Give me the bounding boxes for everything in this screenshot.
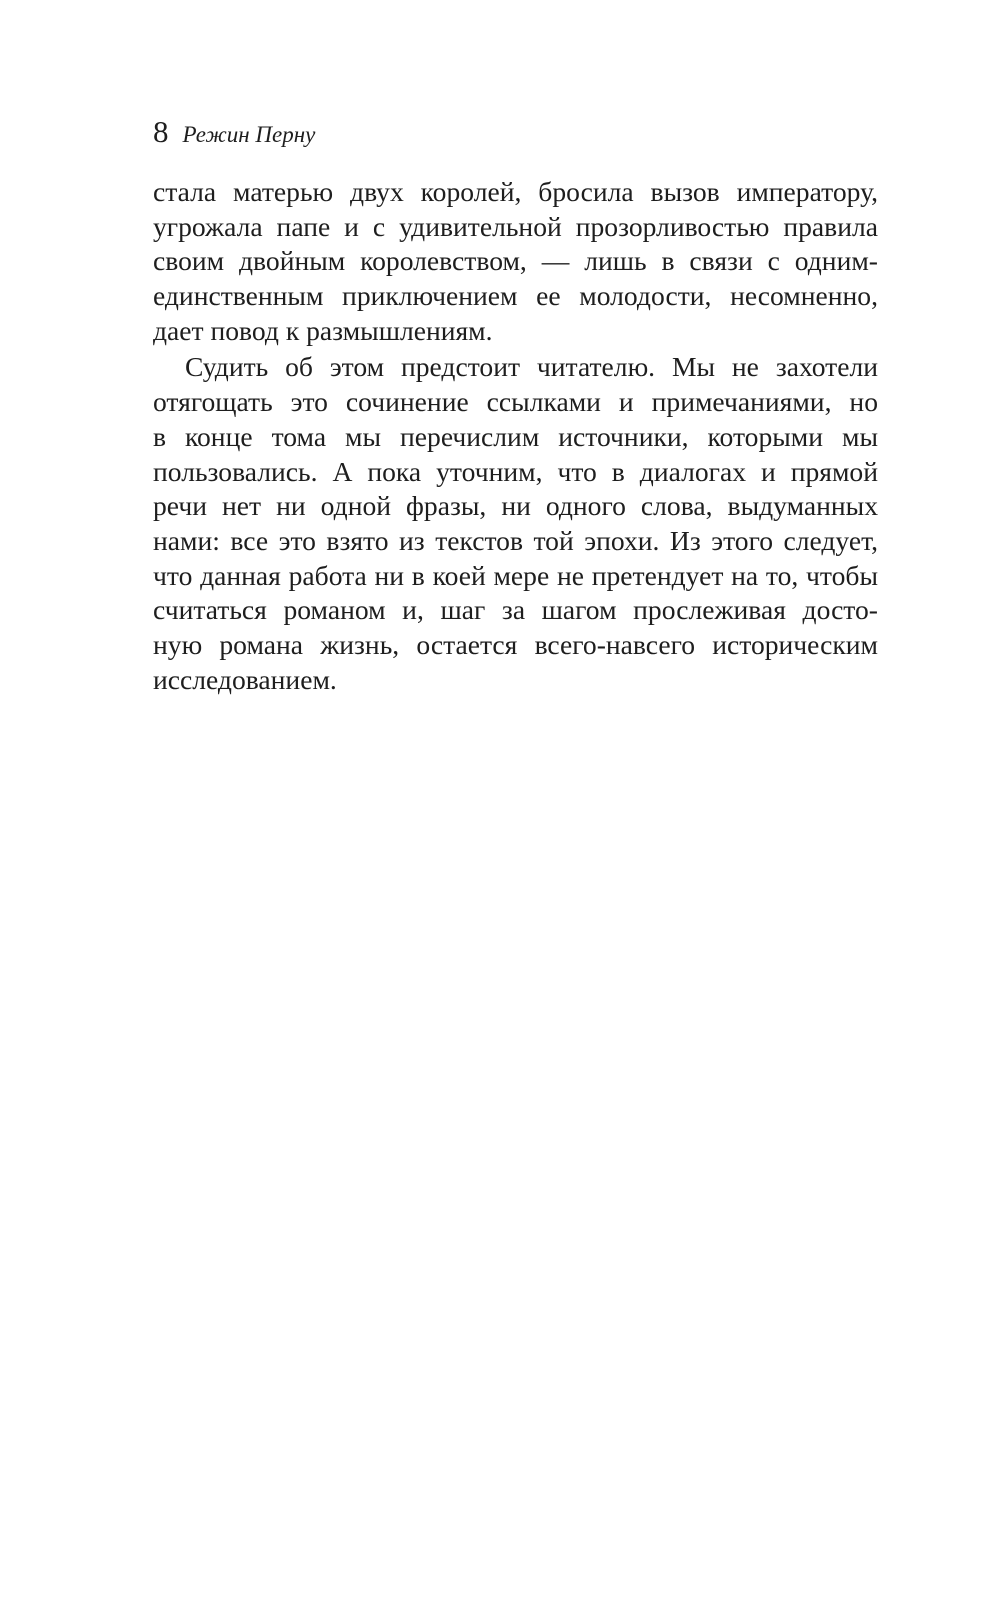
paragraph-2 xyxy=(153,350,878,697)
text-line: стала матерью двух королей, бросила вызов императору, xyxy=(153,176,878,207)
text-line: речи нет ни одной фразы, ни одного слова, выдуманных xyxy=(153,490,878,522)
text-line: считаться романом и, шаг за шагом прослеживая досто- xyxy=(153,594,878,626)
text-line: дает повод к размышлениям. xyxy=(153,314,493,346)
running-head-author: Режин Перну xyxy=(182,122,316,147)
body-text xyxy=(153,175,878,697)
page-number: 8 xyxy=(153,114,169,149)
text-line: своим двойным королевством, — лишь в связи с одним- xyxy=(153,245,878,277)
text-line: нами: все это взято из текстов той эпохи. Из этого следует, xyxy=(153,524,878,556)
text-line: исследованием. xyxy=(153,663,337,695)
text-line: отягощать это сочинение ссылками и примечаниями, но xyxy=(153,386,878,418)
text-line: в конце тома мы перечислим источники, которыми мы xyxy=(153,420,878,452)
text-line: Судить об этом предстоит читателю. Мы не захотели xyxy=(185,351,878,383)
text-line: единственным приключением ее молодости, несомненно, xyxy=(153,280,878,312)
running-head xyxy=(153,112,315,152)
text-line: пользовались. А пока уточним, что в диалогах и прямой xyxy=(153,455,878,487)
text-line: угрожала папе и с удивительной прозорливостью правила xyxy=(153,210,878,242)
paragraph-1 xyxy=(153,175,878,348)
text-line: ную романа жизнь, остается всего-навсего историческим xyxy=(153,628,878,660)
text-line: что данная работа ни в коей мере не претендует на то, чтобы xyxy=(153,559,878,591)
